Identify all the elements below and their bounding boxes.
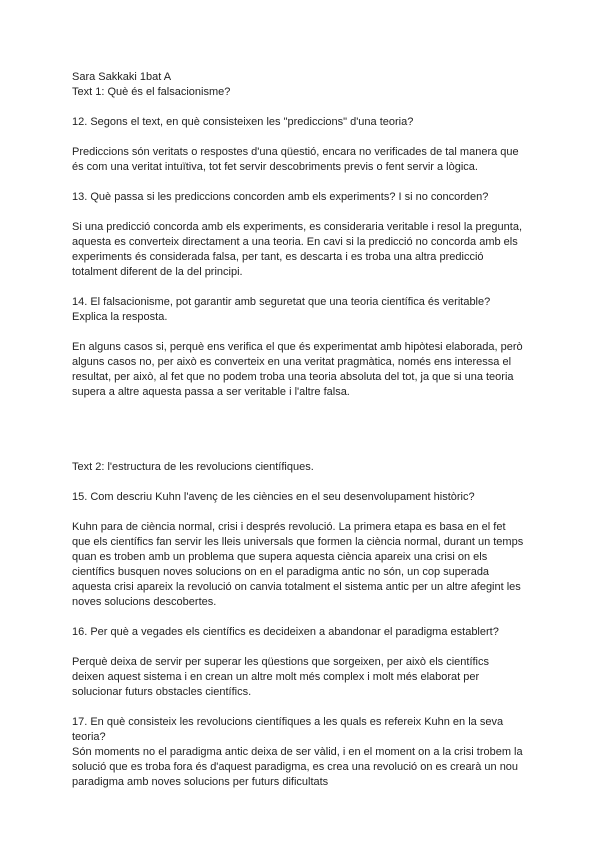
answer-15: Kuhn para de ciència normal, crisi i després revolució. La primera etapa es basa en el fet que els científics fan servir les lleis universals que formen la ciència normal, durant un temps quan es troben amb un problema que supera aquesta ciència apareix una crisi on els científics busquen noves solucions on en el paradigma antic no són, un cop superada aquesta crisi apareix la revolució on canvia totalment el sistema antic per un altre afegint les noves solucions descobertes. — [72, 521, 524, 608]
text1-title: Text 1: Què és el falsacionisme? — [72, 86, 231, 98]
answer-17: Són moments no el paradigma antic deixa de ser vàlid, i en el moment on a la crisi trobem la solució que es troba fora és d'aquest paradigma, es crea una revolució on es crearà un nou paradigma amb noves solucions per futurs dificultats — [72, 746, 523, 788]
answer-12: Prediccions són veritats o respostes d'una qüestió, encara no verificades de tal manera que és com una veritat intuïtiva, tot fet servir descobriments previs o fent servir a lògica. — [72, 146, 519, 173]
answer-13: Si una predicció concorda amb els experiments, es consideraria veritable i resol la pregunta, aquesta es converteix directament a una teoria. En cavi si la predicció no concorda amb els experiments és considerada falsa, per tant, es descarta i es troba una altra predicció totalment diferent de la del principi. — [72, 221, 523, 278]
question-16: 16. Per què a vegades els científics es decideixen a abandonar el paradigma establert? — [72, 626, 499, 638]
question-13: 13. Què passa si les prediccions concorden amb els experiments? I si no concorden? — [72, 191, 489, 203]
question-15: 15. Com descriu Kuhn l'avenç de les ciències en el seu desenvolupament històric? — [72, 491, 475, 503]
document-body — [72, 70, 532, 790]
author-line: Sara Sakkaki 1bat A — [72, 71, 172, 83]
answer-14: En alguns casos si, perquè ens verifica el que és experimentat amb hipòtesi elaborada, però alguns casos no, per això es converteix en una veritat pragmàtica, només ens interessa el resultat, per això, al fet que no podem troba una teoria absoluta del tot, ja que si una teoria supera a altre aquesta passa a ser veritable i l'altre falsa. — [72, 341, 523, 398]
question-14: 14. El falsacionisme, pot garantir amb seguretat que una teoria científica és veritable? Explica la resposta. — [72, 296, 491, 323]
answer-16: Perquè deixa de servir per superar les qüestions que sorgeixen, per això els científics deixen aquest sistema i en crean un altre molt més complex i molt més elaborat per solucionar futurs obstacles científics. — [72, 656, 490, 698]
question-17: 17. En què consisteix les revolucions científiques a les quals es refereix Kuhn en la seva teoria? — [72, 716, 504, 743]
text2-title: Text 2: l'estructura de les revolucions científiques. — [72, 461, 314, 473]
question-12: 12. Segons el text, en què consisteixen les "prediccions" d'una teoria? — [72, 116, 414, 128]
